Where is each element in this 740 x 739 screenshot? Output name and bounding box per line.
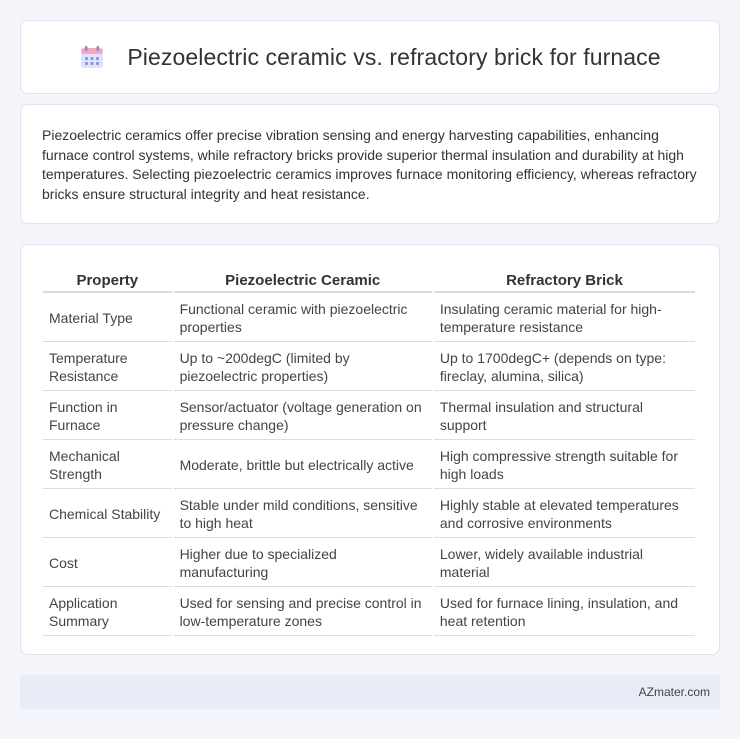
cell-refractory: Thermal insulation and structural support (434, 391, 695, 440)
cell-piezoelectric: Sensor/actuator (voltage generation on pressure change) (174, 391, 432, 440)
cell-piezoelectric: Higher due to specialized manufacturing (174, 538, 432, 587)
cell-piezoelectric: Up to ~200degC (limited by piezoelectric properties) (174, 342, 432, 391)
calendar-grid-icon (79, 44, 105, 70)
footer-brand[interactable]: AZmater.com (638, 685, 710, 699)
table-header-row (43, 265, 695, 293)
cell-piezoelectric: Stable under mild conditions, sensitive to high heat (174, 489, 432, 538)
header-refractory-brick: Refractory Brick (434, 265, 695, 293)
cell-property: Material Type (43, 293, 172, 342)
cell-property: Function in Furnace (43, 391, 172, 440)
table-row (43, 440, 695, 489)
cell-piezoelectric: Functional ceramic with piezoelectric properties (174, 293, 432, 342)
cell-refractory: Lower, widely available industrial material (434, 538, 695, 587)
cell-property: Chemical Stability (43, 489, 172, 538)
cell-property: Temperature Resistance (43, 342, 172, 391)
cell-property: Mechanical Strength (43, 440, 172, 489)
table-row (43, 342, 695, 391)
cell-piezoelectric: Used for sensing and precise control in low-temperature zones (174, 587, 432, 636)
cell-refractory: Up to 1700degC+ (depends on type: fireclay, alumina, silica) (434, 342, 695, 391)
table-row (43, 489, 695, 538)
title-card (20, 20, 720, 94)
cell-piezoelectric: Moderate, brittle but electrically active (174, 440, 432, 489)
footer-bar (20, 675, 720, 709)
title-wrap (79, 44, 660, 71)
table-row (43, 293, 695, 342)
cell-property: Application Summary (43, 587, 172, 636)
comparison-table (41, 265, 697, 636)
header-piezoelectric-ceramic: Piezoelectric Ceramic (174, 265, 432, 293)
summary-text: Piezoelectric ceramics offer precise vibration sensing and energy harvesting capabilities, enhancing furnace control systems, while refractory bricks provide superior thermal insulation and durability at high temperatures. Selecting piezoelectric ceramics improves furnace monitoring efficiency, whereas refractory bricks ensure structural integrity and heat resistance. (42, 127, 697, 202)
table-row (43, 587, 695, 636)
cell-refractory: Used for furnace lining, insulation, and heat retention (434, 587, 695, 636)
table-row (43, 538, 695, 587)
comparison-table-card (20, 244, 720, 655)
header-property: Property (43, 265, 172, 293)
table-row (43, 391, 695, 440)
cell-refractory: Insulating ceramic material for high-temperature resistance (434, 293, 695, 342)
summary-card (20, 104, 720, 224)
page-title: Piezoelectric ceramic vs. refractory brick for furnace (127, 43, 661, 70)
cell-refractory: High compressive strength suitable for high loads (434, 440, 695, 489)
cell-property: Cost (43, 538, 172, 587)
cell-refractory: Highly stable at elevated temperatures and corrosive environments (434, 489, 695, 538)
